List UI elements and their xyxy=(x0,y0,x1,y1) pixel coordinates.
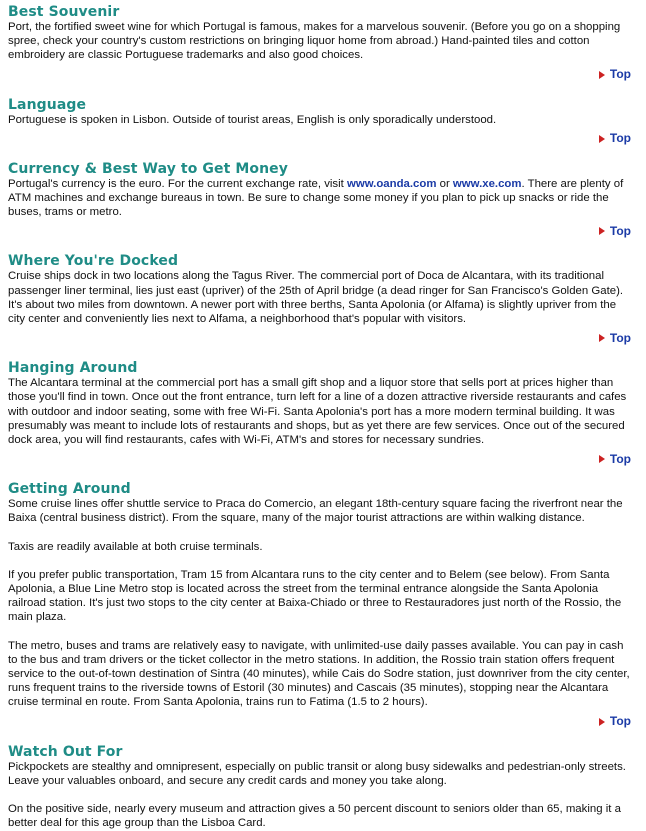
top-link[interactable]: Top xyxy=(599,224,634,239)
section-heading: Language xyxy=(8,96,87,113)
oanda-link[interactable]: www.oanda.com xyxy=(347,177,437,190)
top-link[interactable]: Top xyxy=(599,67,634,82)
section-heading: Currency & Best Way to Get Money xyxy=(8,160,288,177)
section-watch-out-for xyxy=(8,744,634,831)
arrow-right-icon xyxy=(599,334,605,342)
section-hanging-around xyxy=(8,360,634,466)
section-paragraph: The Alcantara terminal at the commercial port has a small gift shop and a liquor store that sells port at prices higher than those you'll find in town. Once out the front entrance, turn left for a line of a dozen attractive riverside restaurants and cafes with outdoor and indoor seating, some with free Wi-Fi. Santa Apolonia's port has a more modern terminal building. It was presumably was meant to include lots of restaurants and shops, but as yet there are few services. Once out of the secured dock area, you will find restaurants, cafes with Wi-Fi, ATM's and stores for necessary sundries. xyxy=(8,377,627,447)
section-getting-around xyxy=(8,481,634,728)
section-paragraph: Portuguese is spoken in Lisbon. Outside of tourist areas, English is only sporadically understood. xyxy=(8,113,497,126)
top-link[interactable]: Top xyxy=(599,331,634,346)
top-row xyxy=(8,330,634,345)
arrow-right-icon xyxy=(599,135,605,143)
section-paragraph: Portugal's currency is the euro. For the current exchange rate, visit www.oanda.com or www.xe.com. There are plenty of ATM machines and exchange bureaus in town. Be sure to change some money if you plan to pick up snacks or ride the buses, trams or metro. xyxy=(8,177,624,219)
section-paragraph: Port, the fortified sweet wine for which Portugal is famous, makes for a marvelous souvenir. (Before you go on a shopping spree, check your country's custom restrictions on bringing liquor home from abroad.) Hand-painted tiles and cotton embroidery are classic Portuguese trademarks and also good choices. xyxy=(8,21,621,62)
top-link[interactable]: Top xyxy=(599,131,634,146)
xe-link[interactable]: www.xe.com xyxy=(452,177,522,190)
section-language xyxy=(8,97,634,146)
top-row xyxy=(8,223,634,238)
arrow-right-icon xyxy=(599,227,605,235)
arrow-right-icon xyxy=(599,718,605,726)
top-row xyxy=(8,451,634,466)
arrow-right-icon xyxy=(599,71,605,79)
section-paragraph: Cruise ships dock in two locations along the Tagus River. The commercial port of Doca de Alcantara, with its traditional passenger liner terminal, lies just east (upriver) of the 25th of April bridge (a dead ringer for San Francisco's Golden Gate). It's about two miles from downtown. A newer port with three berths, Santa Apolonia (or Alfama) is slightly upriver from the city center and conveniently lies next to Alfama, a neighborhood that's popular with visitors. xyxy=(8,270,624,326)
top-row xyxy=(8,131,634,146)
section-paragraph: On the positive side, nearly every museum and attraction gives a 50 percent discount to seniors older than 65, making it a better deal for this age group than the Lisboa Card. xyxy=(8,803,621,830)
section-heading: Getting Around xyxy=(8,481,131,498)
section-heading: Where You're Docked xyxy=(8,253,179,270)
top-row xyxy=(8,714,634,729)
section-paragraph: Some cruise lines offer shuttle service to Praca do Comercio, an elegant 18th-century square facing the riverfront near the Baixa (central business district). From the square, many of the major tourist attractions are within walking distance. xyxy=(8,498,623,525)
arrow-right-icon xyxy=(599,455,605,463)
section-best-souvenir xyxy=(8,4,634,82)
section-heading: Watch Out For xyxy=(8,743,123,760)
section-paragraph: Pickpockets are stealthy and omnipresent, especially on public transit or along busy sidewalks and pedestrian-only streets. Leave your valuables onboard, and secure any credit cards and money you take along. xyxy=(8,760,626,787)
section-where-docked xyxy=(8,253,634,345)
top-link[interactable]: Top xyxy=(599,714,634,729)
section-heading: Hanging Around xyxy=(8,360,138,377)
section-heading: Best Souvenir xyxy=(8,4,120,20)
section-paragraph: The metro, buses and trams are relatively easy to navigate, with unlimited-use daily passes available. You can pay in cash to the bus and tram drivers or the ticket collector in the metro stations. In addition, the Rossio train station offers frequent service to the out-of-town destination of Sintra (40 minutes), while Cais do Sodre station, just downriver from the city center, runs frequent trains to the riverside towns of Estoril (30 minutes) and Cascais (35 minutes), stopping near the Alcantara cruise terminal en route. From Santa Apolonia, trains run to Fatima (1.5 to 2 hours). xyxy=(8,639,630,709)
section-paragraph: If you prefer public transportation, Tram 15 from Alcantara runs to the city center and to Belem (see below). From Santa Apolonia, a Blue Line Metro stop is located across the street from the terminal entrance alongside the Santa Apolonia railroad station. It's just two stops to the city center at Baixa-Chiado or three to Restauradores just north of the Rossio, the main plaza. xyxy=(8,568,622,624)
top-row xyxy=(8,67,634,82)
section-paragraph: Taxis are readily available at both cruise terminals. xyxy=(8,540,263,553)
section-currency xyxy=(8,161,634,239)
top-link[interactable]: Top xyxy=(599,452,634,467)
